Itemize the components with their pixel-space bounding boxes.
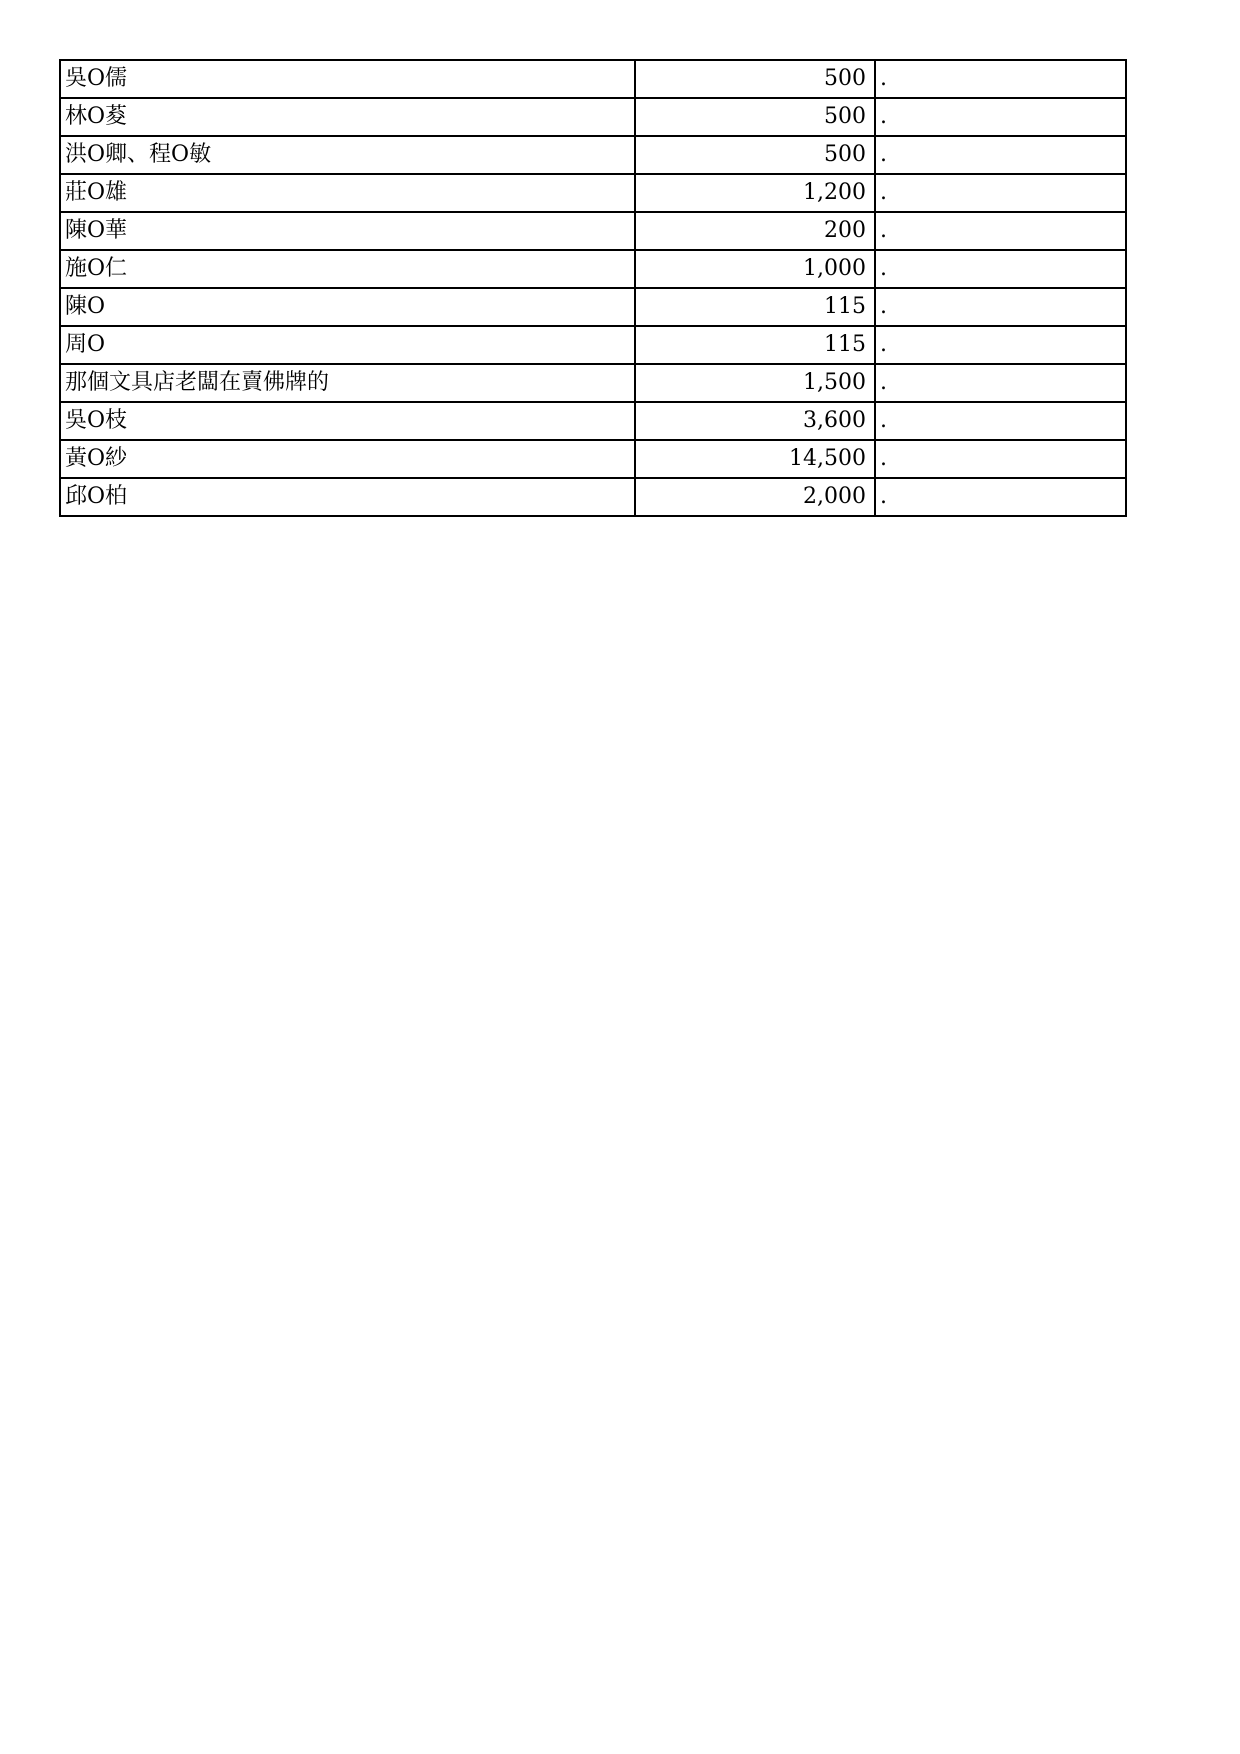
amount-cell: 500 (635, 60, 875, 98)
table-row (60, 98, 1126, 136)
table-row (60, 440, 1126, 478)
donation-table (59, 59, 1127, 517)
donor-name-cell: 周O (60, 326, 635, 364)
note-cell: . (875, 402, 1126, 440)
table-row (60, 478, 1126, 516)
note-cell: . (875, 60, 1126, 98)
note-cell: . (875, 136, 1126, 174)
table-row (60, 326, 1126, 364)
donor-name-cell: 洪O卿、程O敏 (60, 136, 635, 174)
note-cell: . (875, 478, 1126, 516)
donor-name-cell: 陳O華 (60, 212, 635, 250)
note-cell: . (875, 250, 1126, 288)
donor-name-cell: 那個文具店老闆在賣佛牌的 (60, 364, 635, 402)
table-row (60, 212, 1126, 250)
amount-cell: 115 (635, 326, 875, 364)
amount-cell: 3,600 (635, 402, 875, 440)
table-row (60, 174, 1126, 212)
donor-name-cell: 陳O (60, 288, 635, 326)
note-cell: . (875, 98, 1126, 136)
table-row (60, 288, 1126, 326)
table-row (60, 364, 1126, 402)
amount-cell: 115 (635, 288, 875, 326)
amount-cell: 2,000 (635, 478, 875, 516)
amount-cell: 1,500 (635, 364, 875, 402)
amount-cell: 14,500 (635, 440, 875, 478)
note-cell: . (875, 212, 1126, 250)
amount-cell: 1,200 (635, 174, 875, 212)
note-cell: . (875, 288, 1126, 326)
donor-name-cell: 黃O紗 (60, 440, 635, 478)
donor-name-cell: 吳O儒 (60, 60, 635, 98)
amount-cell: 1,000 (635, 250, 875, 288)
note-cell: . (875, 326, 1126, 364)
note-cell: . (875, 440, 1126, 478)
donor-name-cell: 吳O枝 (60, 402, 635, 440)
table-row (60, 402, 1126, 440)
table-row (60, 60, 1126, 98)
donation-table-body (60, 60, 1126, 516)
donor-name-cell: 林O荾 (60, 98, 635, 136)
table-row (60, 136, 1126, 174)
donor-name-cell: 邱O柏 (60, 478, 635, 516)
amount-cell: 500 (635, 98, 875, 136)
amount-cell: 200 (635, 212, 875, 250)
donor-name-cell: 施O仁 (60, 250, 635, 288)
table-row (60, 250, 1126, 288)
note-cell: . (875, 174, 1126, 212)
note-cell: . (875, 364, 1126, 402)
amount-cell: 500 (635, 136, 875, 174)
donor-name-cell: 莊O雄 (60, 174, 635, 212)
